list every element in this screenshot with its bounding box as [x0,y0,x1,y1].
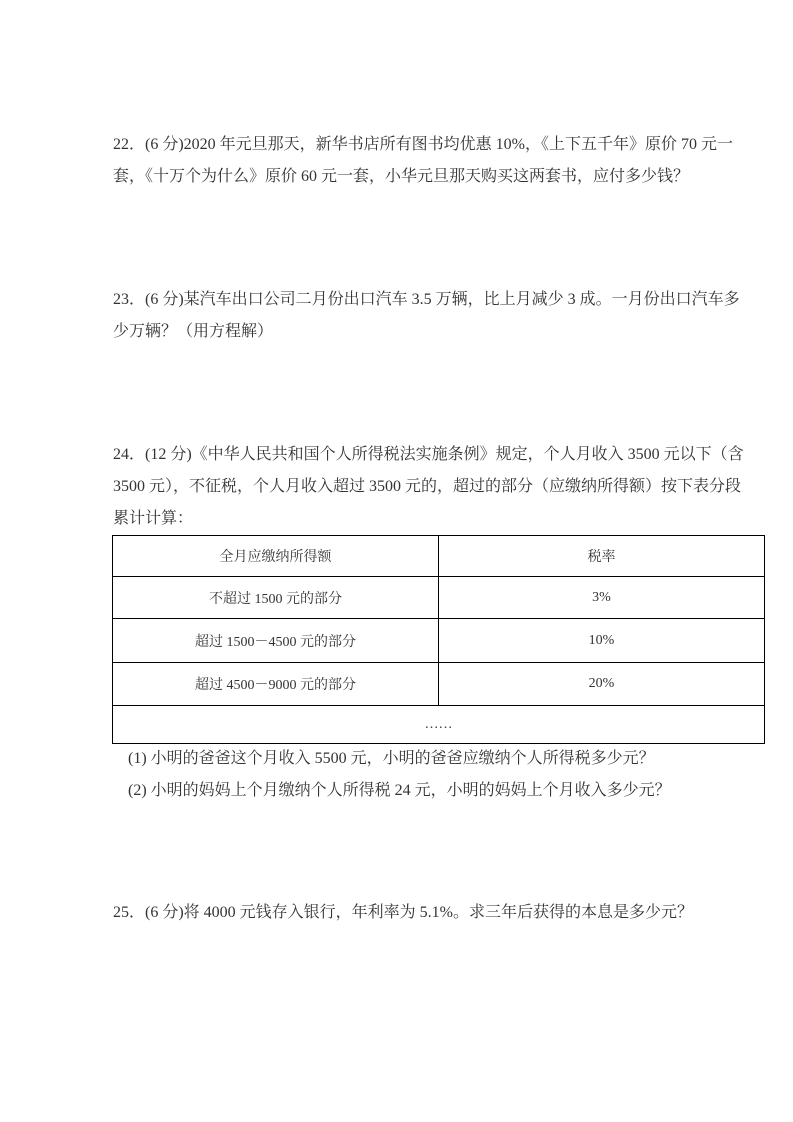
tax-rate-cell: 3% [439,577,765,619]
tax-table-header-row [113,536,765,577]
tax-bracket-cell: 超过 1500－4500 元的部分 [113,619,439,663]
tax-rate-table [112,535,765,744]
tax-table-row [113,619,765,663]
question-24-sub-questions [128,743,671,807]
question-23 [113,284,740,348]
question-24-sub-2: (2) 小明的妈妈上个月缴纳个人所得税 24 元，小明的妈妈上个月收入多少元？ [128,782,671,799]
tax-table-header-income: 全月应缴纳所得额 [113,536,439,577]
tax-table-row [113,577,765,619]
question-23-line-2: 少万辆？（用方程解） [113,323,274,340]
tax-table-header-rate: 税率 [439,536,765,577]
tax-bracket-cell: 超过 4500－9000 元的部分 [113,663,439,706]
tax-bracket-cell: 不超过 1500 元的部分 [113,577,439,619]
question-24-intro [113,439,744,535]
tax-table-ellipsis-row [113,706,765,744]
tax-rate-cell: 20% [439,663,765,706]
question-23-line-1: 23．(6 分)某汽车出口公司二月份出口汽车 3.5 万辆，比上月减少 3 成。一月份出口汽车多 [113,291,740,308]
tax-table-ellipsis-cell: …… [113,706,765,744]
question-25 [113,897,693,929]
question-24-line-2: 3500 元），不征税，个人月收入超过 3500 元的，超过的部分（应缴纳所得额）按下表分段 [113,478,742,495]
question-24-sub-1: (1) 小明的爸爸这个月收入 5500 元，小明的爸爸应缴纳个人所得税多少元？ [128,750,655,767]
tax-rate-cell: 10% [439,619,765,663]
question-24-line-3: 累计计算： [113,510,194,527]
question-22-line-1: 22．(6 分)2020 年元旦那天，新华书店所有图书均优惠 10%，《上下五千年》原价 70 元一 [113,136,733,153]
question-22-line-2: 套，《十万个为什么》原价 60 元一套，小华元旦那天购买这两套书，应付多少钱？ [113,168,690,185]
question-22 [113,129,733,193]
question-24-line-1: 24．(12 分)《中华人民共和国个人所得税法实施条例》规定，个人月收入 3500 元以下（含 [113,446,744,463]
question-25-line-1: 25．(6 分)将 4000 元钱存入银行，年利率为 5.1%。求三年后获得的本息是多少元？ [113,904,693,921]
tax-table-row [113,663,765,706]
